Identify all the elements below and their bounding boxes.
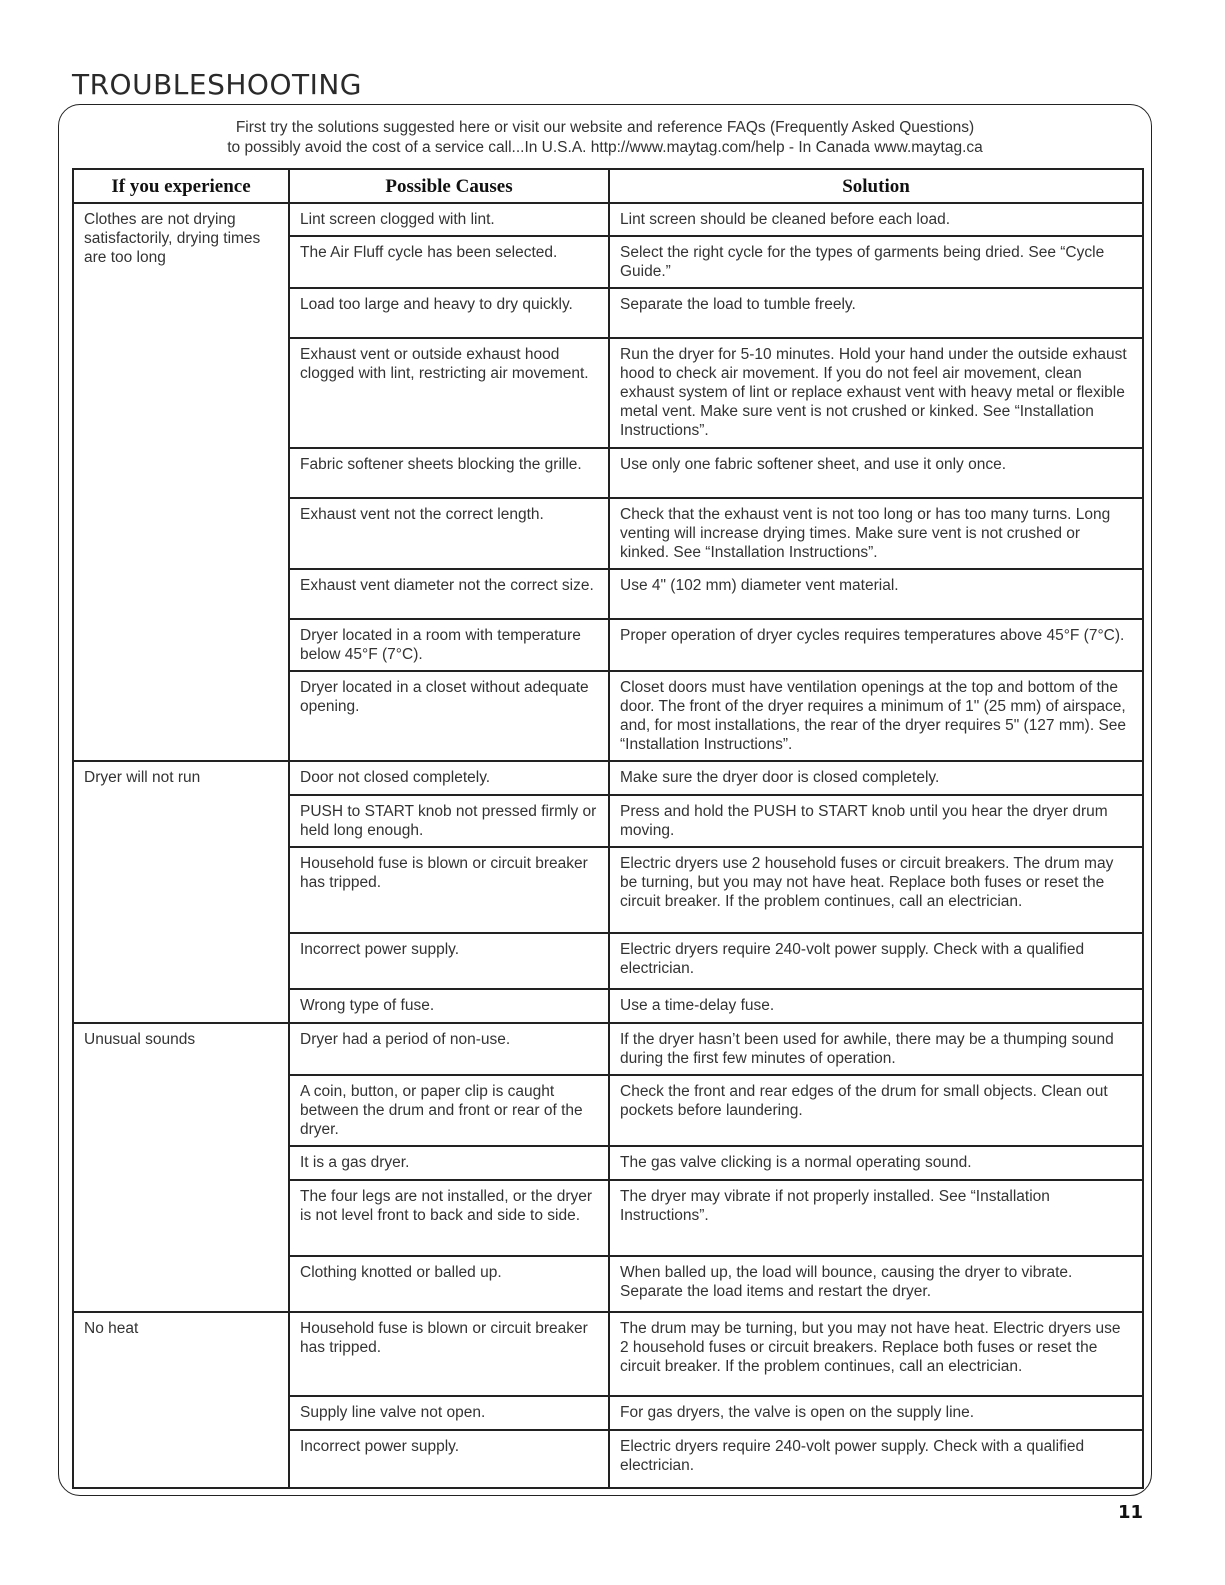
solution-cell: Separate the load to tumble freely. (609, 288, 1143, 338)
experience-cell: Dryer will not run (73, 761, 289, 1023)
solution-cell: Use 4" (102 mm) diameter vent material. (609, 569, 1143, 619)
solution-cell: Electric dryers use 2 household fuses or circuit breakers. The drum may be turning, but you may not have heat. Replace both fuses or reset the circuit breaker. If the problem continues, call an electrician. (609, 847, 1143, 933)
cause-cell: Door not closed completely. (289, 761, 609, 795)
cause-cell: Clothing knotted or balled up. (289, 1256, 609, 1312)
solution-cell: The gas valve clicking is a normal operating sound. (609, 1146, 1143, 1180)
solution-cell: When balled up, the load will bounce, causing the dryer to vibrate. Separate the load items and restart the dryer. (609, 1256, 1143, 1312)
table-row (73, 203, 1143, 236)
cause-cell: Dryer had a period of non-use. (289, 1023, 609, 1075)
solution-cell: The dryer may vibrate if not properly installed. See “Installation Instructions”. (609, 1180, 1143, 1256)
solution-cell: For gas dryers, the valve is open on the supply line. (609, 1396, 1143, 1430)
cause-cell: Fabric softener sheets blocking the grille. (289, 448, 609, 498)
cause-cell: Supply line valve not open. (289, 1396, 609, 1430)
experience-cell: Unusual sounds (73, 1023, 289, 1312)
experience-cell: No heat (73, 1312, 289, 1488)
cause-cell: Household fuse is blown or circuit breaker has tripped. (289, 847, 609, 933)
intro-line-2: to possibly avoid the cost of a service call...In U.S.A. http://www.maytag.com/help - In Canada www.maytag.ca (227, 139, 983, 156)
cause-cell: Lint screen clogged with lint. (289, 203, 609, 236)
solution-cell: Check the front and rear edges of the drum for small objects. Clean out pockets before laundering. (609, 1075, 1143, 1146)
cause-cell: PUSH to START knob not pressed firmly or held long enough. (289, 795, 609, 847)
intro-line-1: First try the solutions suggested here or visit our website and reference FAQs (Frequently Asked Questions) (235, 119, 975, 136)
cause-cell: Household fuse is blown or circuit breaker has tripped. (289, 1312, 609, 1396)
table-row (73, 1023, 1143, 1075)
header-experience: If you experience (73, 169, 289, 203)
cause-cell: Wrong type of fuse. (289, 989, 609, 1023)
cause-cell: Dryer located in a room with temperature below 45°F (7°C). (289, 619, 609, 671)
table-header-row (73, 169, 1143, 203)
cause-cell: Incorrect power supply. (289, 1430, 609, 1488)
solution-cell: The drum may be turning, but you may not have heat. Electric dryers use 2 household fuses or circuit breakers. Replace both fuses or reset the circuit breaker. If the problem continues, call an electrician. (609, 1312, 1143, 1396)
table-body (73, 203, 1143, 1488)
solution-cell: Run the dryer for 5-10 minutes. Hold your hand under the outside exhaust hood to check air movement. If you do not feel air movement, clean exhaust system of lint or replace exhaust vent with heavy metal or flexible metal vent. Make sure vent is not crushed or kinked. See “Installation Instructions”. (609, 338, 1143, 448)
solution-cell: Electric dryers require 240-volt power supply. Check with a qualified electrician. (609, 1430, 1143, 1488)
solution-cell: Use only one fabric softener sheet, and use it only once. (609, 448, 1143, 498)
solution-cell: Proper operation of dryer cycles requires temperatures above 45°F (7°C). (609, 619, 1143, 671)
cause-cell: It is a gas dryer. (289, 1146, 609, 1180)
solution-cell: Electric dryers require 240-volt power supply. Check with a qualified electrician. (609, 933, 1143, 989)
page-number: 11 (1118, 1502, 1144, 1523)
table-row (73, 761, 1143, 795)
cause-cell: Exhaust vent or outside exhaust hood clogged with lint, restricting air movement. (289, 338, 609, 448)
experience-cell: Clothes are not drying satisfactorily, drying times are too long (73, 203, 289, 761)
cause-cell: Load too large and heavy to dry quickly. (289, 288, 609, 338)
solution-cell: Use a time-delay fuse. (609, 989, 1143, 1023)
solution-cell: Check that the exhaust vent is not too long or has too many turns. Long venting will increase drying times. Make sure vent is not crushed or kinked. See “Installation Instructions”. (609, 498, 1143, 569)
cause-cell: A coin, button, or paper clip is caught between the drum and front or rear of the dryer. (289, 1075, 609, 1146)
cause-cell: Exhaust vent not the correct length. (289, 498, 609, 569)
solution-cell: Select the right cycle for the types of garments being dried. See “Cycle Guide.” (609, 236, 1143, 288)
solution-cell: Press and hold the PUSH to START knob until you hear the dryer drum moving. (609, 795, 1143, 847)
cause-cell: Dryer located in a closet without adequate opening. (289, 671, 609, 761)
solution-cell: Lint screen should be cleaned before each load. (609, 203, 1143, 236)
troubleshooting-table (72, 168, 1144, 1489)
page-title: TROUBLESHOOTING (72, 68, 363, 101)
cause-cell: The four legs are not installed, or the dryer is not level front to back and side to side. (289, 1180, 609, 1256)
intro-text (72, 118, 1138, 158)
header-solution: Solution (609, 169, 1143, 203)
solution-cell: Make sure the dryer door is closed completely. (609, 761, 1143, 795)
cause-cell: The Air Fluff cycle has been selected. (289, 236, 609, 288)
cause-cell: Incorrect power supply. (289, 933, 609, 989)
solution-cell: Closet doors must have ventilation openings at the top and bottom of the door. The front of the dryer requires a minimum of 1" (25 mm) of airspace, and, for most installations, the rear of the dryer requires 5" (127 mm). See “Installation Instructions”. (609, 671, 1143, 761)
table-row (73, 1312, 1143, 1396)
solution-cell: If the dryer hasn’t been used for awhile, there may be a thumping sound during the first few minutes of operation. (609, 1023, 1143, 1075)
cause-cell: Exhaust vent diameter not the correct size. (289, 569, 609, 619)
header-causes: Possible Causes (289, 169, 609, 203)
